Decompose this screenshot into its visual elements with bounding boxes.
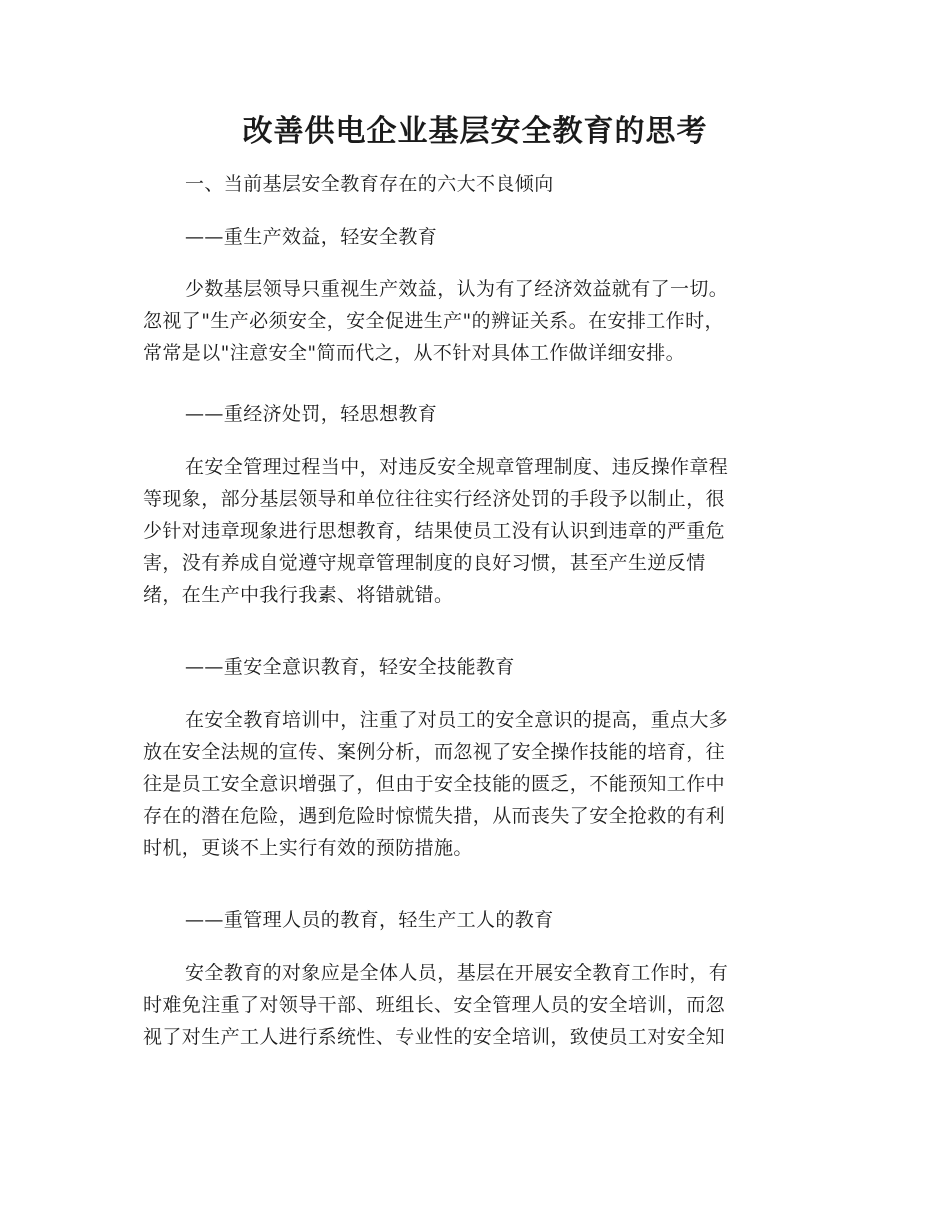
- document-title: 改善供电企业基层安全教育的思考: [242, 114, 708, 149]
- paragraph-line: 时难免注重了对领导干部、班组长、安全管理人员的安全培训，而忽: [143, 994, 726, 1016]
- paragraph-line: 存在的潜在危险，遇到危险时惊慌失措，从而丧失了安全抢救的有利: [143, 805, 726, 827]
- paragraph-4: [143, 957, 793, 1053]
- paragraph-line: 安全教育的对象应是全体人员，基层在开展安全教育工作时，有: [185, 962, 729, 984]
- subheading-penalty-vs-education: ——重经济处罚，轻思想教育: [185, 403, 438, 425]
- paragraph-line: 往是员工安全意识增强了，但由于安全技能的匮乏，不能预知工作中: [143, 773, 726, 795]
- section-heading: 一、当前基层安全教育存在的六大不良倾向: [185, 173, 554, 195]
- paragraph-line: 常常是以"注意安全"简而代之，从不针对具体工作做详细安排。: [143, 342, 686, 364]
- paragraph-line: 时机，更谈不上实行有效的预防措施。: [143, 837, 473, 859]
- paragraph-line: 视了对生产工人进行系统性、专业性的安全培训，致使员工对安全知: [143, 1026, 726, 1048]
- paragraph-line: 害，没有养成自觉遵守规章管理制度的良好习惯，甚至产生逆反情: [143, 552, 706, 574]
- subheading-awareness-vs-skills: ——重安全意识教育，轻安全技能教育: [185, 656, 515, 678]
- paragraph-line: 少数基层领导只重视生产效益，认为有了经济效益就有了一切。: [185, 278, 729, 300]
- paragraph-line: 在安全管理过程当中，对违反安全规章管理制度、违反操作章程: [185, 456, 729, 478]
- paragraph-1: [143, 273, 793, 369]
- paragraph-line: 在安全教育培训中，注重了对员工的安全意识的提高，重点大多: [185, 709, 729, 731]
- subheading-managers-vs-workers: ——重管理人员的教育，轻生产工人的教育: [185, 909, 554, 931]
- paragraph-line: 等现象，部分基层领导和单位往往实行经济处罚的手段予以制止，很: [143, 488, 726, 510]
- subheading-production-vs-safety: ——重生产效益，轻安全教育: [185, 226, 438, 248]
- paragraph-line: 少针对违章现象进行思想教育，结果使员工没有认识到违章的严重危: [143, 520, 726, 542]
- paragraph-2: [143, 451, 793, 611]
- paragraph-line: 绪，在生产中我行我素、将错就错。: [143, 584, 454, 606]
- paragraph-line: 忽视了"生产必须安全，安全促进生产"的辨证关系。在安排工作时，: [143, 310, 724, 332]
- paragraph-3: [143, 704, 793, 864]
- paragraph-line: 放在安全法规的宣传、案例分析，而忽视了安全操作技能的培育，往: [143, 741, 726, 763]
